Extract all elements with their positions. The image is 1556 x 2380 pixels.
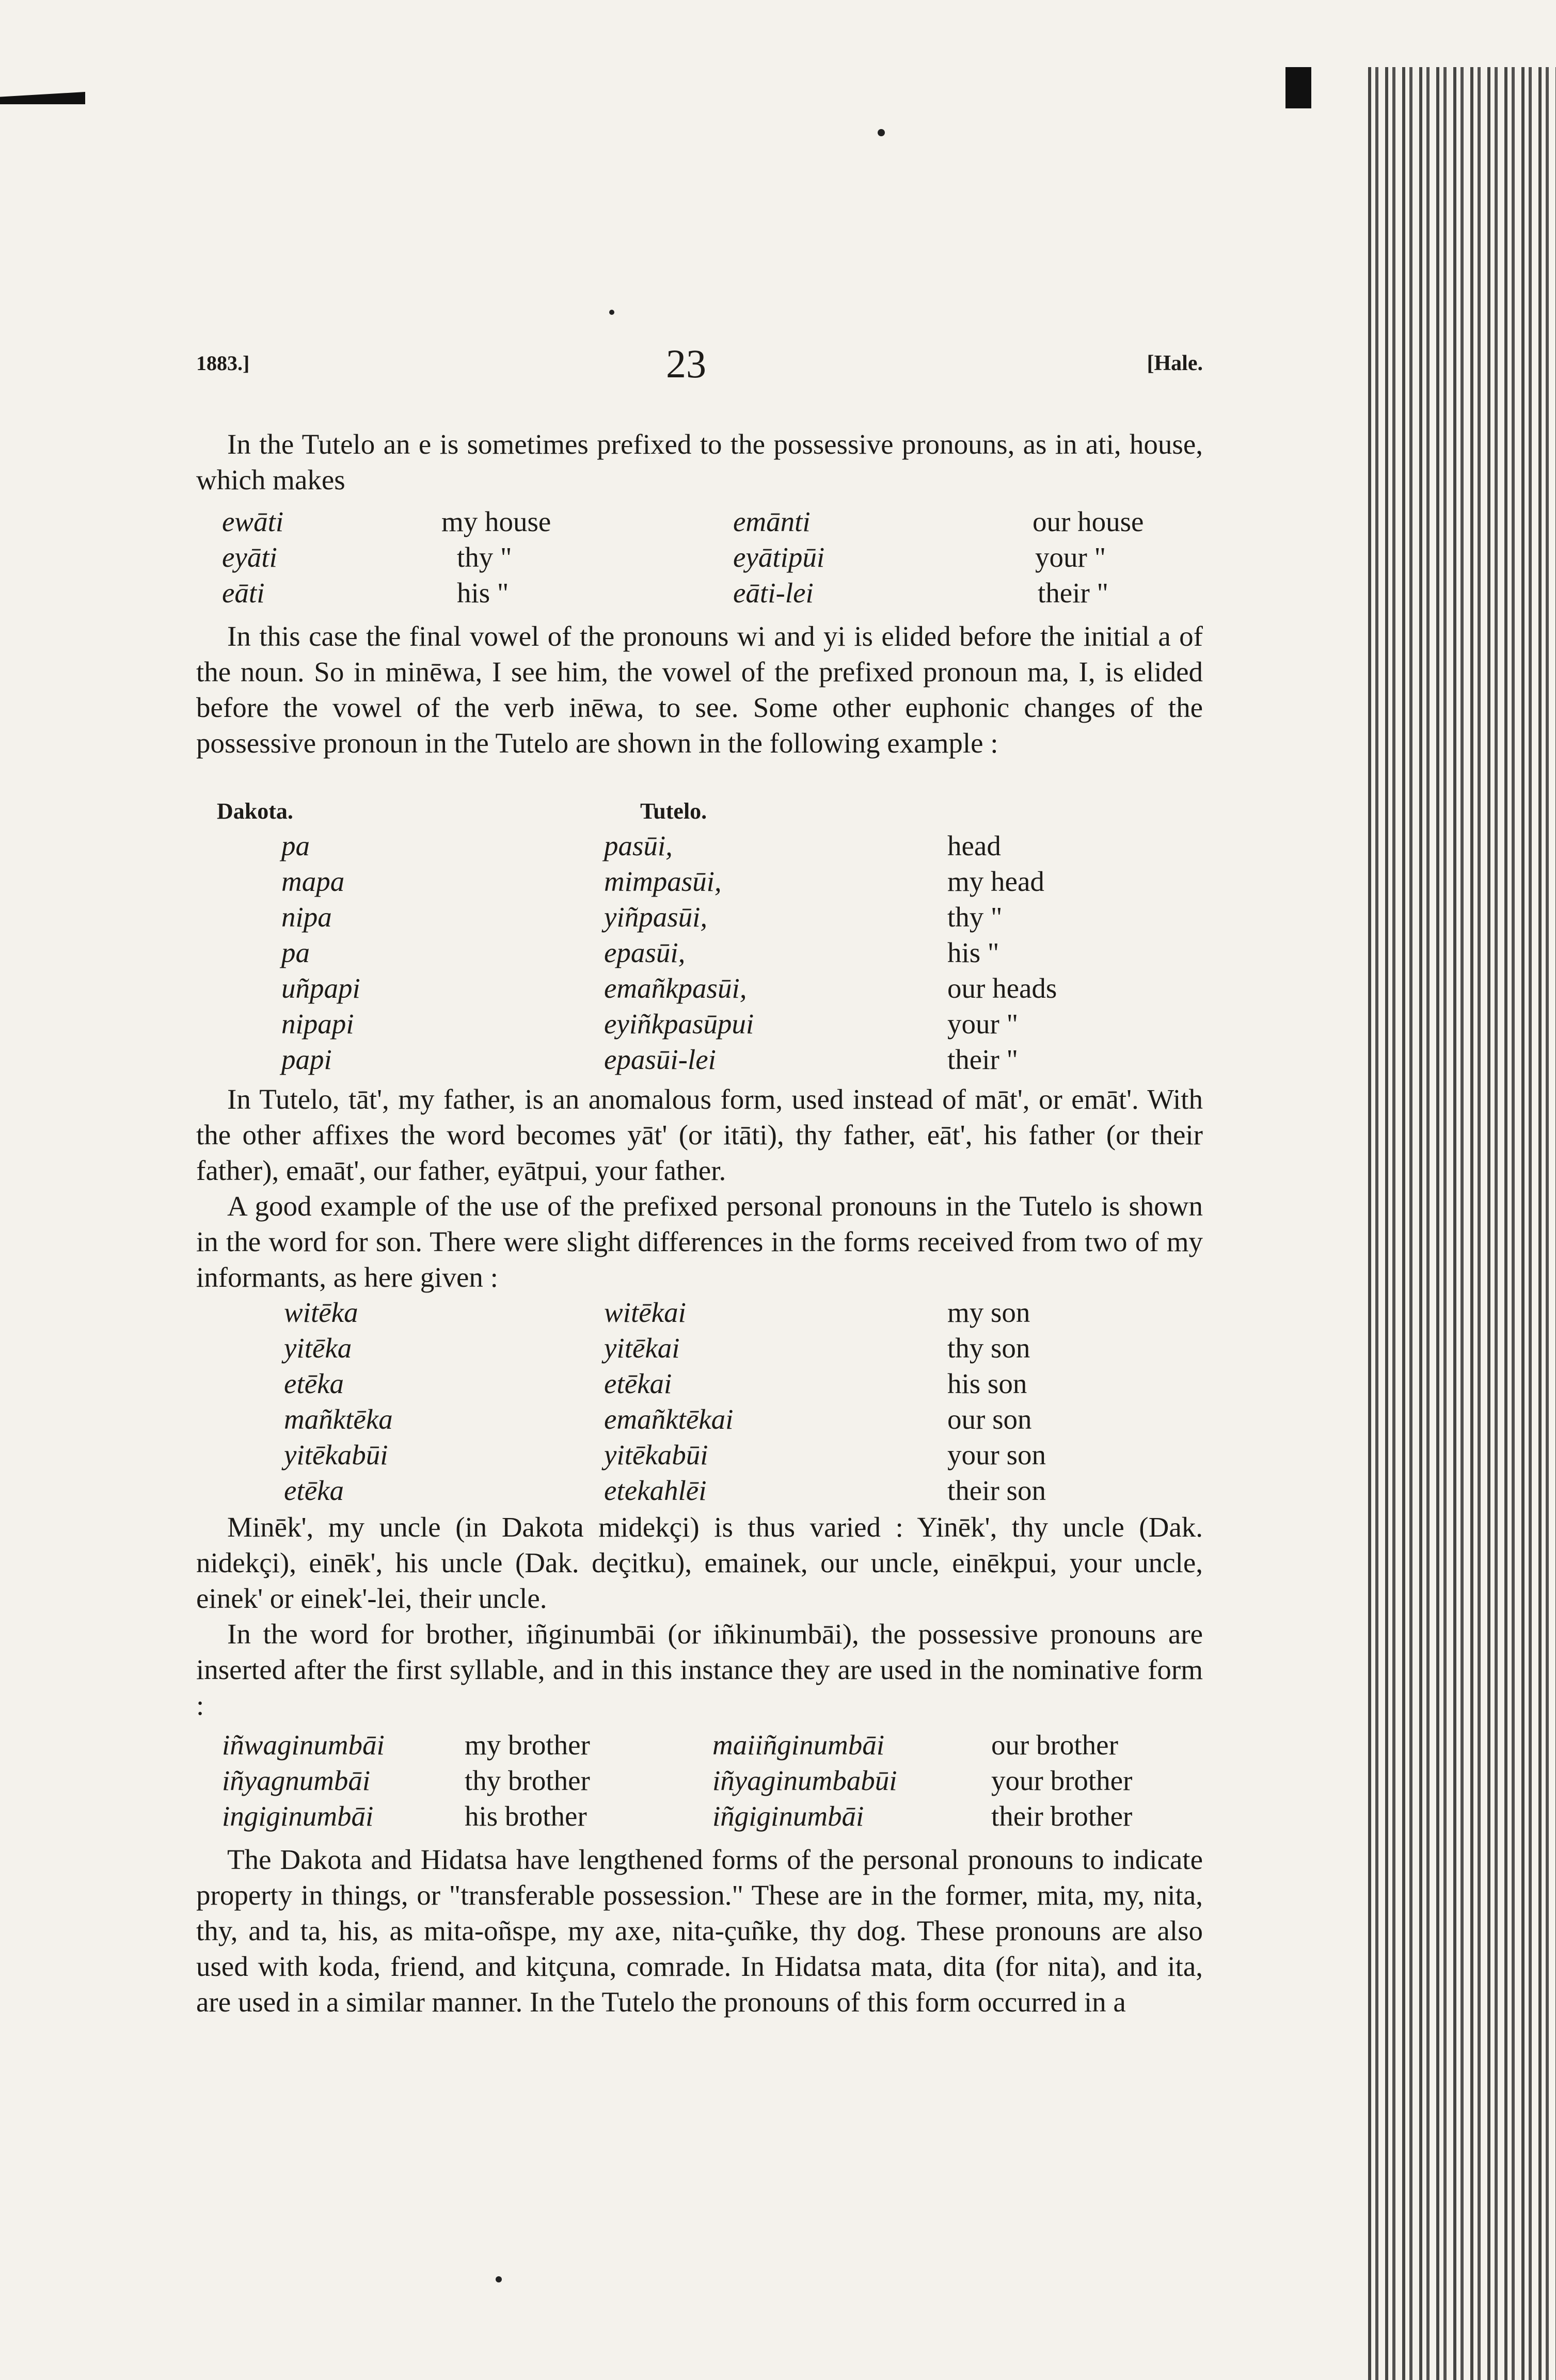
table-cell: their "	[1038, 577, 1108, 609]
table-cell: your brother	[991, 1765, 1133, 1796]
table-cell: pasūi,	[604, 830, 673, 861]
table-cell: their brother	[991, 1800, 1133, 1832]
table-cell: emānti	[733, 506, 811, 537]
scan-speck	[878, 129, 885, 136]
running-head-author: [Hale.	[1147, 352, 1203, 375]
table-cell: etēka	[284, 1475, 344, 1506]
table-cell: our house	[1033, 506, 1144, 537]
table-cell: your son	[947, 1439, 1046, 1471]
paragraph-text: In the Tutelo an e is sometimes prefixed to the possessive pronouns, as in ati, house, which makes	[196, 428, 1203, 496]
table-cell: my brother	[465, 1729, 590, 1761]
table-cell: yitēkabūi	[604, 1439, 708, 1471]
column-header-tutelo: Tutelo.	[640, 798, 707, 824]
table-cell: mapa	[281, 866, 345, 897]
scan-speck	[496, 2276, 502, 2282]
table-cell: witēka	[284, 1297, 358, 1328]
table-cell: his "	[947, 937, 999, 968]
table-cell: emañkpasūi,	[604, 972, 747, 1004]
table-cell: epasūi-lei	[604, 1044, 716, 1075]
table-cell: eyāti	[222, 541, 277, 573]
table-cell: his "	[457, 577, 509, 609]
table-cell: papi	[281, 1044, 332, 1075]
table-cell: nipapi	[281, 1008, 354, 1040]
scan-smudge	[0, 92, 85, 104]
table-cell: his son	[947, 1368, 1027, 1399]
column-header-dakota: Dakota.	[217, 798, 293, 824]
running-head	[196, 341, 1203, 386]
table-cell: my head	[947, 866, 1044, 897]
table-cell: ingiginumbāi	[222, 1800, 374, 1832]
table-cell: pa	[281, 937, 310, 968]
page-number: 23	[666, 341, 706, 386]
paragraph-transferable-possession	[196, 1842, 1203, 2020]
table-cell: yitēkabūi	[284, 1439, 388, 1471]
table-cell: etēka	[284, 1368, 344, 1399]
table-cell: etekahlēi	[604, 1475, 707, 1506]
table-cell: head	[947, 830, 1001, 861]
table-cell: emañktēkai	[604, 1403, 734, 1435]
table-cell: his brother	[465, 1800, 587, 1832]
table-cell: yiñpasūi,	[604, 901, 708, 933]
table-cell: iñwaginumbāi	[222, 1729, 385, 1761]
paragraph-uncle	[196, 1509, 1203, 1723]
table-cell: iñyaginumbabūi	[712, 1765, 897, 1796]
table-cell: my son	[947, 1297, 1030, 1328]
table-cell: thy "	[947, 901, 1003, 933]
table-cell: yitēkai	[604, 1332, 680, 1364]
table-cell: epasūi,	[604, 937, 686, 968]
table-cell: maiiñginumbāi	[712, 1729, 885, 1761]
table-cell: our son	[947, 1403, 1032, 1435]
table-cell: iñgiginumbāi	[712, 1800, 864, 1832]
binding-edge	[1368, 67, 1556, 2380]
table-cell: eāti	[222, 577, 265, 609]
table-cell: their son	[947, 1475, 1046, 1506]
paragraph-father	[196, 1081, 1203, 1295]
paragraph-text: In this case the final vowel of the pronouns wi and yi is elided before the initial a of the noun. So in minēwa, I see him, the vowel of the prefixed pronoun ma, I, is elided before the vowel of the verb inēwa, to see. Some other euphonic changes of the possessive pronoun in the Tutelo are shown in the following example :	[196, 620, 1203, 759]
table-cell: eyiñkpasūpui	[604, 1008, 754, 1040]
table-cell: yitēka	[284, 1332, 352, 1364]
paragraph-text: The Dakota and Hidatsa have lengthened forms of the personal pronouns to indicate property in things, or "transferable possession." These are in the former, mita, my, nita, thy, and ta, his, as mita-oñspe, my axe, nita-çuñke, thy dog. These pronouns are also used with koda, friend, and kitçuna, comrade. In Hidatsa mata, dita (for nita), and ita, are used in a similar manner. In the Tutelo the pronouns of this form occurred in a	[196, 1844, 1203, 2018]
table-cell: your "	[1035, 541, 1106, 573]
binding-mark	[1285, 67, 1311, 108]
table-cell: iñyagnumbāi	[222, 1765, 371, 1796]
table-cell: witēkai	[604, 1297, 686, 1328]
table-cell: thy brother	[465, 1765, 590, 1796]
table-cell: eāti-lei	[733, 577, 814, 609]
paragraph-text: In Tutelo, tāt', my father, is an anomalous form, used instead of māt', or emāt'. With the other affixes the word becomes yāt' (or itāti), thy father, eāt', his father (or their father), emaāt', our father, eyātpui, your father.	[196, 1083, 1203, 1186]
table-cell: nipa	[281, 901, 332, 933]
table-cell: eyātipūi	[733, 541, 825, 573]
table-cell: their "	[947, 1044, 1018, 1075]
scan-speck	[609, 310, 614, 315]
table-cell: ewāti	[222, 506, 284, 537]
table-cell: thy son	[947, 1332, 1030, 1364]
table-cell: thy "	[457, 541, 512, 573]
table-cell: our heads	[947, 972, 1057, 1004]
table-cell: my house	[441, 506, 551, 537]
table-cell: our brother	[991, 1729, 1118, 1761]
table-cell: etēkai	[604, 1368, 672, 1399]
paragraph-text: In the word for brother, iñginumbāi (or iñkinumbāi), the possessive pronouns are inserted after the first syllable, and in this instance they are used in the nominative form :	[196, 1618, 1203, 1721]
running-head-year: 1883.]	[196, 352, 250, 375]
table-cell: pa	[281, 830, 310, 861]
table-cell: mañktēka	[284, 1403, 393, 1435]
table-cell: uñpapi	[281, 972, 360, 1004]
paragraph-text: A good example of the use of the prefixed personal pronouns in the Tutelo is shown in the word for son. There were slight differences in the forms received from two of my informants, as here given :	[196, 1190, 1203, 1293]
table-cell: your "	[947, 1008, 1019, 1040]
paragraph-possessive-intro	[196, 426, 1203, 498]
table-cell: mimpasūi,	[604, 866, 722, 897]
paragraph-elision	[196, 618, 1203, 761]
paragraph-text: Minēk', my uncle (in Dakota midekçi) is thus varied : Yinēk', thy uncle (Dak. nidekçi), einēk', his uncle (Dak. deçitku), emainek, our uncle, einēkpui, your uncle, einek' or einek'-lei, their uncle.	[196, 1511, 1203, 1614]
